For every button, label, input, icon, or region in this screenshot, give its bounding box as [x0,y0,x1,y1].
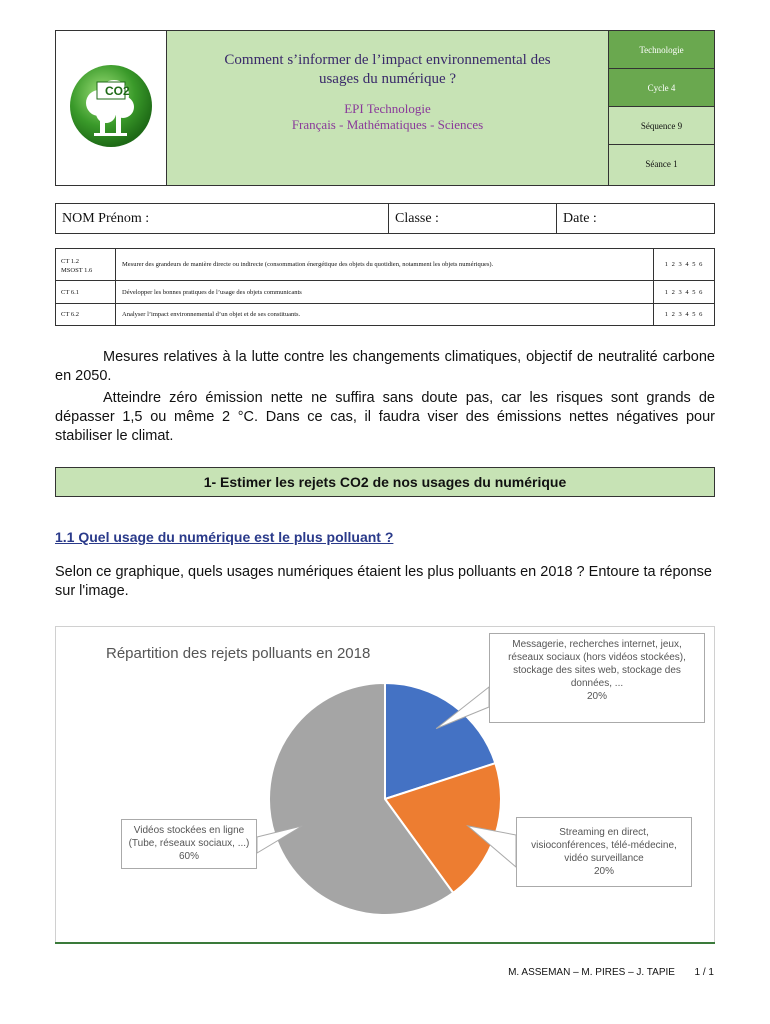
side-seance: Séance 1 [609,145,714,185]
ct-desc: Analyser l’impact environnemental d’un objet et de ses constituants. [116,304,654,325]
date-field[interactable]: Date : [563,211,597,226]
side-technologie: Technologie [609,31,714,69]
table-row [56,304,714,325]
pie-chart[interactable] [55,626,715,944]
section-title: 1- Estimer les rejets CO2 de nos usages du numérique [55,467,715,497]
title-cell [167,31,609,185]
ct-levels: 1 2 3 4 5 6 [664,261,704,268]
callout-value: 60% [178,851,199,862]
callout-label: Vidéos stockées en ligne (Tube, réseaux sociaux, ...) [128,825,250,849]
subsection-title: 1.1 Quel usage du numérique est le plus polluant ? [55,529,394,545]
side-cycle: Cycle 4 [609,69,714,107]
intro-paragraph-2: Atteindre zéro émission nette ne suffira sans doute pas, car les risques sont grands de dépasser 1,5 ou même 2 °C. Dans ce cas, il faudra viser des émissions nettes négatives pour stabiliser le climat. [55,390,715,444]
callout-label: Streaming en direct, visioconférences, télé-médecine, vidéo surveillance [531,827,677,864]
callout-value: 20% [593,866,614,877]
table-row [56,249,714,281]
footer [508,967,714,978]
ct-levels: 1 2 3 4 5 6 [664,288,704,296]
ct-desc: Mesurer des grandeurs de manière directe ou indirecte (consommation énergétique des objets du quotidien, notamment les objets numériques). [116,249,654,280]
footer-authors: M. ASSEMAN – M. PIRES – J. TAPIE [508,967,675,978]
classe-field[interactable]: Classe : [389,204,557,233]
question-text: Selon ce graphique, quels usages numériques étaient les plus polluants en 2018 ? Entoure ta réponse sur l'image. [55,564,712,599]
intro-paragraph-1: Mesures relatives à la lutte contre les changements climatiques, objectif de neutralité carbone en 2050. [55,349,715,384]
callout-streaming [516,817,692,887]
callout-label: Messagerie, recherches internet, jeux, réseaux sociaux (hors vidéos stockées), stockage des sites web, stockage des données, ... [508,639,686,689]
ct-code: CT 6.2 [56,304,116,325]
callout-messagerie [489,633,705,723]
side-info [609,31,714,185]
competence-table [55,248,715,326]
header-block [55,30,715,186]
callout-videos [121,819,257,869]
footer-page: 1 / 1 [694,967,714,978]
side-sequence: Séquence 9 [609,107,714,145]
callout-value: 20% [586,691,607,702]
ct-desc: Développer les bonnes pratiques de l’usage des objets communicants [116,281,654,303]
ct-levels: 1 2 3 4 5 6 [664,311,704,318]
logo-text: CO2 [105,84,130,98]
ct-code: CT 6.1 [56,281,116,303]
nom-field[interactable]: NOM Prénom : [56,204,389,233]
logo-cell [56,31,167,185]
page-title: Comment s’informer de l’impact environnemental des usages du numérique ? [224,52,551,87]
ct-code: CT 1.2 MSOST 1.6 [56,249,116,280]
table-row [56,281,714,304]
chart-title: Répartition des rejets polluants en 2018 [106,645,371,662]
footer-divider [55,942,715,944]
name-row [55,203,715,234]
co2-logo-icon [56,31,167,185]
page-subtitle: EPI Technologie Français - Mathématiques - Sciences [291,101,484,132]
